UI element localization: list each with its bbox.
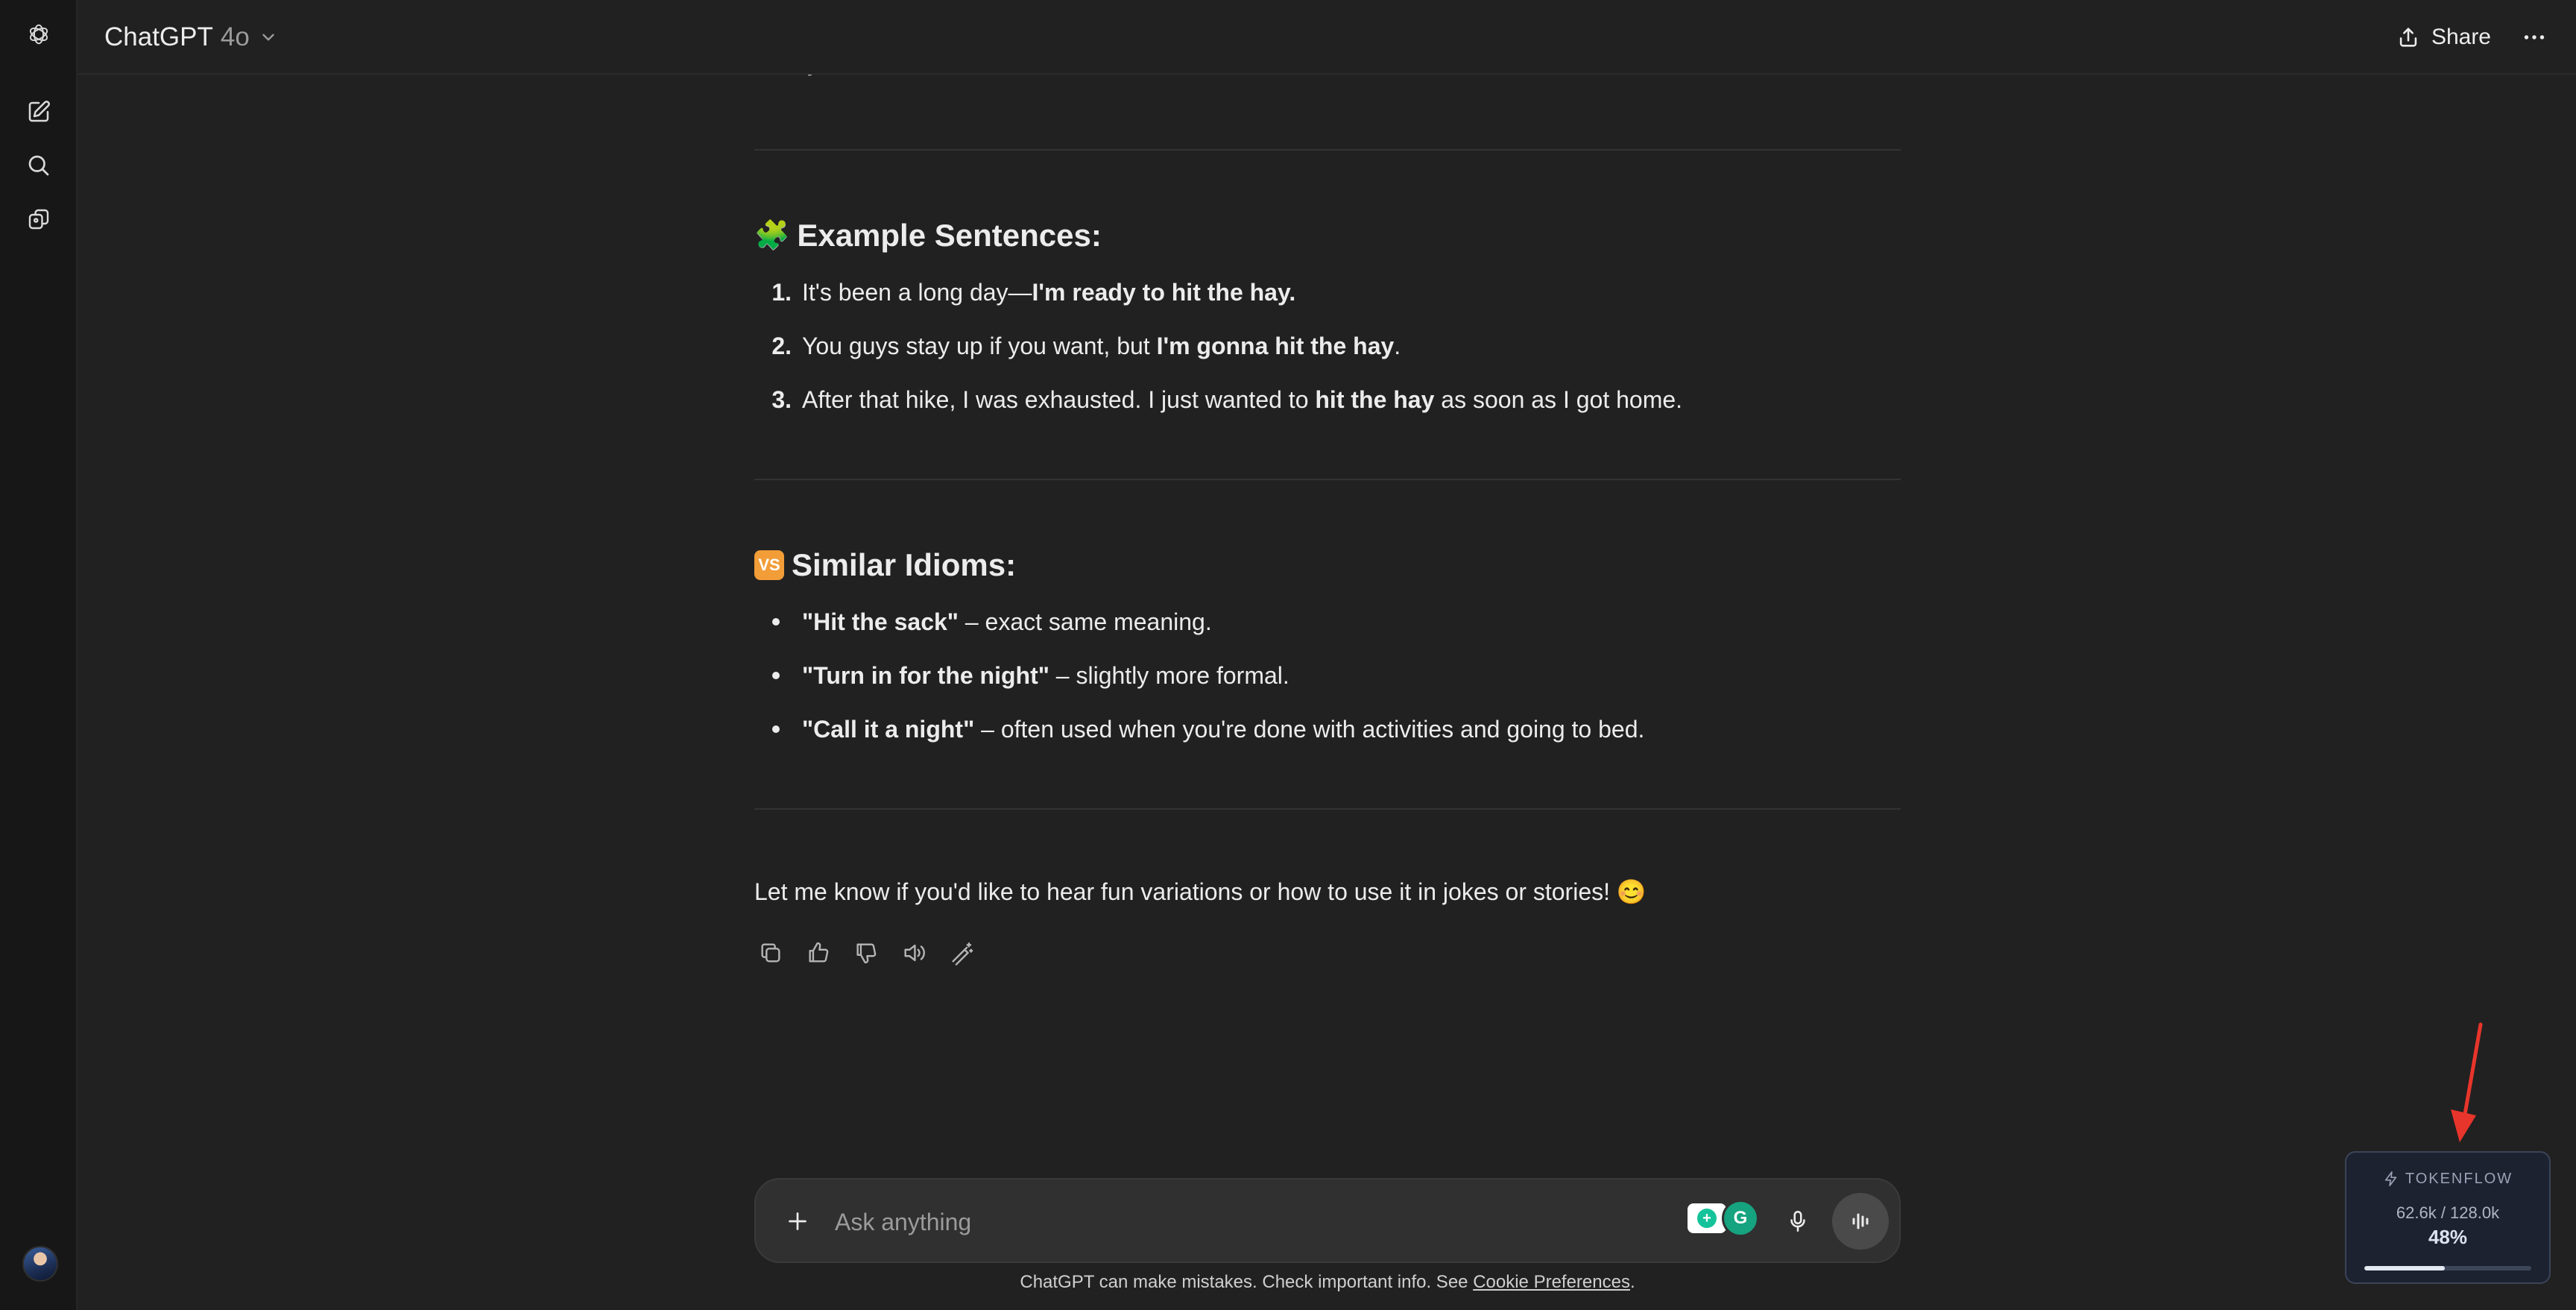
assistant-message — [754, 0, 1901, 1148]
divider — [754, 479, 1901, 480]
composer — [754, 1178, 1901, 1263]
thumbs-up-icon — [806, 940, 831, 966]
heading-text: Example Sentences: — [797, 218, 1102, 253]
top-header — [78, 0, 2576, 75]
edit-response-button[interactable] — [945, 936, 978, 969]
plus-icon — [784, 1208, 811, 1235]
share-label: Share — [2431, 25, 2491, 49]
list-text: – often used when you're done with activities and going to bed. — [974, 716, 1645, 743]
list-text: – exact same meaning. — [958, 608, 1212, 635]
ellipsis-icon — [2521, 24, 2548, 51]
chat-input[interactable] — [833, 1202, 1641, 1242]
closing-text: Let me know if you'd like to hear fun variations or how to use it in jokes or stories! 😊 — [754, 878, 1647, 905]
list-number: 2. — [771, 333, 792, 359]
new-chat-icon[interactable] — [19, 92, 58, 131]
bullet — [772, 672, 780, 679]
lightning-icon — [2383, 1171, 2399, 1187]
grammarly-logo-icon[interactable]: G — [1722, 1200, 1759, 1237]
list-bold: "Hit the sack" — [802, 608, 959, 635]
list-number: 3. — [771, 386, 792, 413]
message-actions — [754, 936, 978, 969]
search-icon[interactable] — [19, 146, 58, 185]
list-text: After that hike, I was exhausted. I just wanted to — [802, 386, 1316, 413]
grammarly-icon: + — [1697, 1209, 1717, 1228]
bullet — [772, 725, 780, 733]
model-selector[interactable] — [104, 18, 278, 57]
share-button[interactable] — [2396, 18, 2491, 57]
vs-icon: VS — [754, 550, 784, 580]
example-sentences-heading — [754, 213, 1102, 258]
list-bold: "Call it a night" — [802, 716, 975, 743]
thumbs-down-icon — [853, 940, 879, 966]
dictate-button[interactable] — [1778, 1202, 1817, 1241]
list-text-end: as soon as I got home. — [1434, 386, 1683, 413]
annotation-arrow-icon — [2437, 1021, 2490, 1148]
list-number: 1. — [771, 279, 792, 306]
divider — [754, 149, 1901, 151]
divider — [754, 808, 1901, 810]
tokenflow-title — [2346, 1168, 2549, 1190]
list-text: You guys stay up if you want, but — [802, 333, 1157, 359]
token-percent: 48% — [2428, 1226, 2468, 1248]
chevron-down-icon — [259, 28, 278, 47]
more-options-button[interactable] — [2513, 18, 2555, 57]
read-aloud-button[interactable] — [897, 936, 930, 969]
similar-idioms-heading — [754, 543, 1016, 588]
thumbs-up-button[interactable] — [802, 936, 835, 969]
list-bold: I'm ready to hit the hay. — [1032, 279, 1296, 306]
list-text: It's been a long day— — [802, 279, 1032, 306]
list-text: – slightly more formal. — [1049, 662, 1289, 689]
puzzle-icon: 🧩 — [754, 220, 790, 251]
grammarly-extension[interactable] — [1688, 1202, 1759, 1235]
thumbs-down-button[interactable] — [850, 936, 883, 969]
magic-pen-icon — [949, 940, 974, 966]
tokenflow-title-text: TOKENFLOW — [2405, 1170, 2513, 1187]
disclaimer-footer — [754, 1272, 1901, 1299]
token-progress-bar — [2364, 1266, 2531, 1270]
user-avatar[interactable] — [22, 1246, 58, 1282]
heading-text: Similar Idioms: — [792, 547, 1017, 582]
model-name: ChatGPT — [104, 22, 213, 51]
list-bold: "Turn in for the night" — [802, 662, 1049, 689]
sidebar-rail — [0, 0, 78, 1310]
disclaimer-text: ChatGPT can make mistakes. Check important info. See — [1020, 1272, 1474, 1292]
openai-logo-icon[interactable] — [19, 15, 58, 54]
copy-button[interactable] — [754, 936, 787, 969]
model-version: 4o — [220, 22, 250, 51]
disclaimer-end: . — [1629, 1272, 1635, 1292]
waveform-icon — [1847, 1208, 1874, 1235]
bullet — [772, 618, 780, 626]
microphone-icon — [1785, 1209, 1811, 1234]
grammarly-pill[interactable] — [1688, 1203, 1726, 1233]
cookie-preferences-link[interactable]: Cookie Preferences — [1473, 1272, 1630, 1292]
token-progress-fill — [2364, 1266, 2445, 1270]
speaker-icon — [901, 940, 926, 966]
share-icon — [2396, 25, 2421, 50]
list-bold: I'm gonna hit the hay — [1156, 333, 1395, 359]
copy-icon — [758, 940, 783, 966]
library-icon[interactable] — [19, 200, 58, 239]
token-count: 62.6k / 128.0k — [2396, 1203, 2500, 1222]
list-text-end: . — [1394, 333, 1401, 359]
tokenflow-widget[interactable] — [2345, 1151, 2551, 1284]
attach-button[interactable] — [777, 1200, 818, 1242]
list-bold: hit the hay — [1315, 386, 1435, 413]
voice-mode-button[interactable] — [1832, 1193, 1889, 1250]
